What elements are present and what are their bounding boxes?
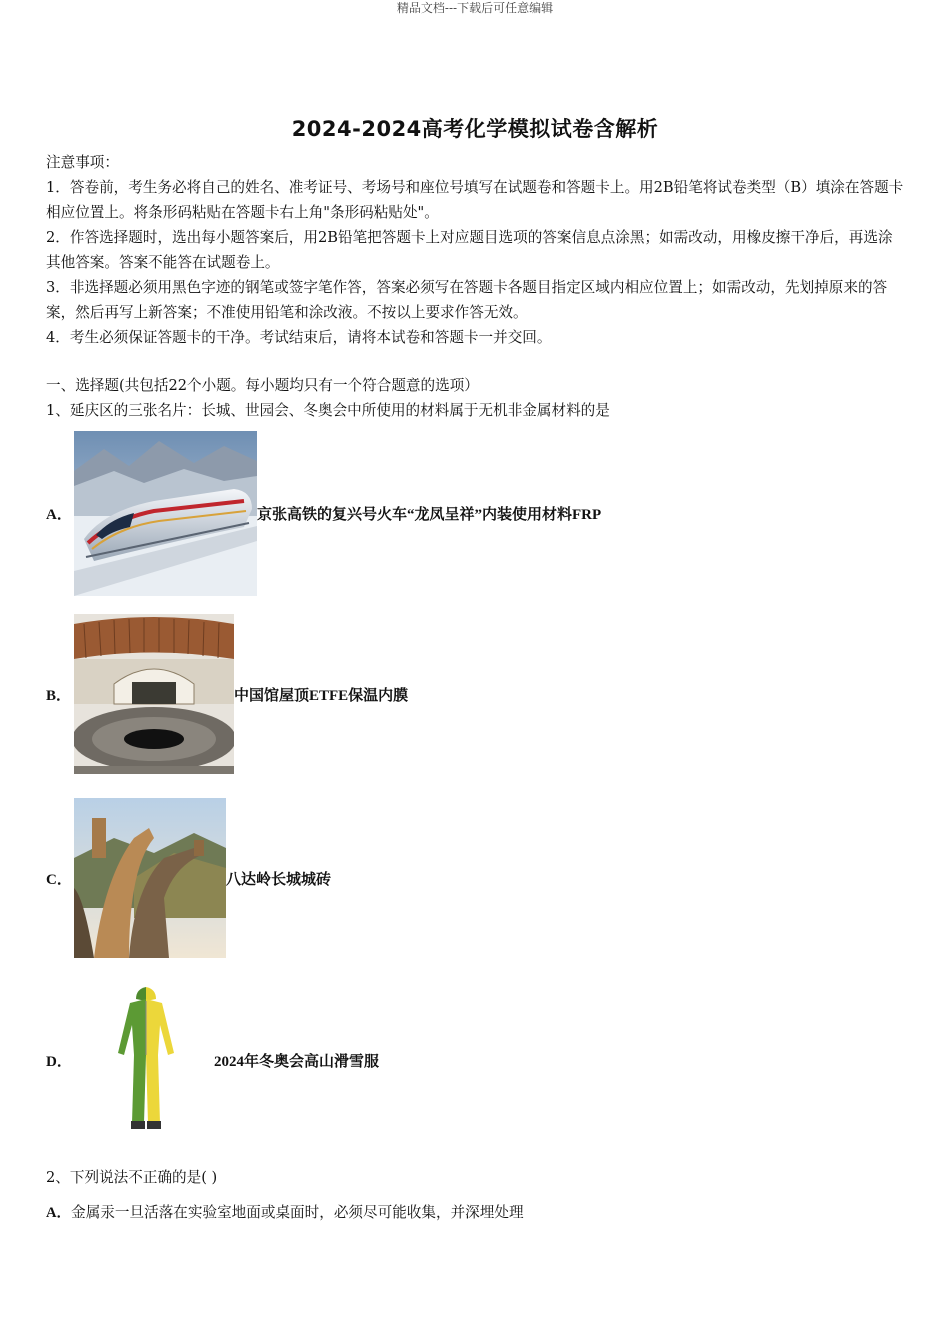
note-item: 4．考生必须保证答题卡的干净。考试结束后，请将本试卷和答题卡一并交回。 xyxy=(46,329,552,346)
question-2-stem: 2、下列说法不正确的是( ) xyxy=(46,1169,218,1186)
ski-suit-image xyxy=(74,985,214,1135)
option-text: 中国馆屋顶ETFE保温内膜 xyxy=(234,687,409,704)
page-header: 精品文档---下载后可任意编辑 xyxy=(396,1,554,15)
great-wall-image xyxy=(74,798,226,958)
question-1-option-b[interactable] xyxy=(46,614,408,774)
question-2-option-a[interactable] xyxy=(46,1200,906,1226)
note-item: 2．作答选择题时，选出每小题答案后，用2B铅笔把答题卡上对应题目选项的答案信息点涂黑；如需改动，用橡皮擦干净后，再选涂其他答案。答案不能答在试题卷上。 xyxy=(46,229,893,271)
notes-list xyxy=(46,175,906,350)
option-text: 京张高铁的复兴号火车“龙凤呈祥”内装使用材料FRP xyxy=(257,507,602,523)
page-title: 2024-2024高考化学模拟试卷含解析 xyxy=(291,117,659,141)
question-1-stem: 1、延庆区的三张名片：长城、世园会、冬奥会中所使用的材料属于无机非金属材料的是 xyxy=(46,402,610,419)
note-item: 3．非选择题必须用黑色字迹的钢笔或签字笔作答，答案必须写在答题卡各题目指定区域内相应位置上；如需改动，先划掉原来的答案，然后再写上新答案；不准使用铅笔和涂改液。不按以上要求作答无效。 xyxy=(46,279,888,321)
option-label: A． xyxy=(46,507,72,523)
section-heading: 一、选择题(共包括22个小题。每小题均只有一个符合题意的选项） xyxy=(46,377,479,394)
train-image xyxy=(74,431,257,596)
option-text: 八达岭长城城砖 xyxy=(226,871,332,888)
question-1-option-d[interactable] xyxy=(46,985,379,1135)
option-text: 2024年冬奥会高山滑雪服 xyxy=(214,1053,380,1070)
option-label: B． xyxy=(46,687,72,704)
pavilion-image xyxy=(74,614,234,774)
note-item: 1．答卷前，考生务必将自己的姓名、准考证号、考场号和座位号填写在试题卷和答题卡上。用2B铅笔将试卷类型（B）填涂在答题卡相应位置上。将条形码粘贴在答题卡右上角"条形码粘贴处"。 xyxy=(46,179,904,221)
question-1-option-a[interactable] xyxy=(46,431,601,596)
question-1-option-c[interactable] xyxy=(46,798,331,958)
option-label: A． xyxy=(46,1205,72,1221)
notes-label: 注意事项： xyxy=(46,154,119,171)
option-label: C． xyxy=(46,871,72,888)
option-label: D． xyxy=(46,1053,72,1070)
option-text: 金属汞一旦活落在实验室地面或桌面时，必须尽可能收集，并深埋处理 xyxy=(71,1204,524,1221)
